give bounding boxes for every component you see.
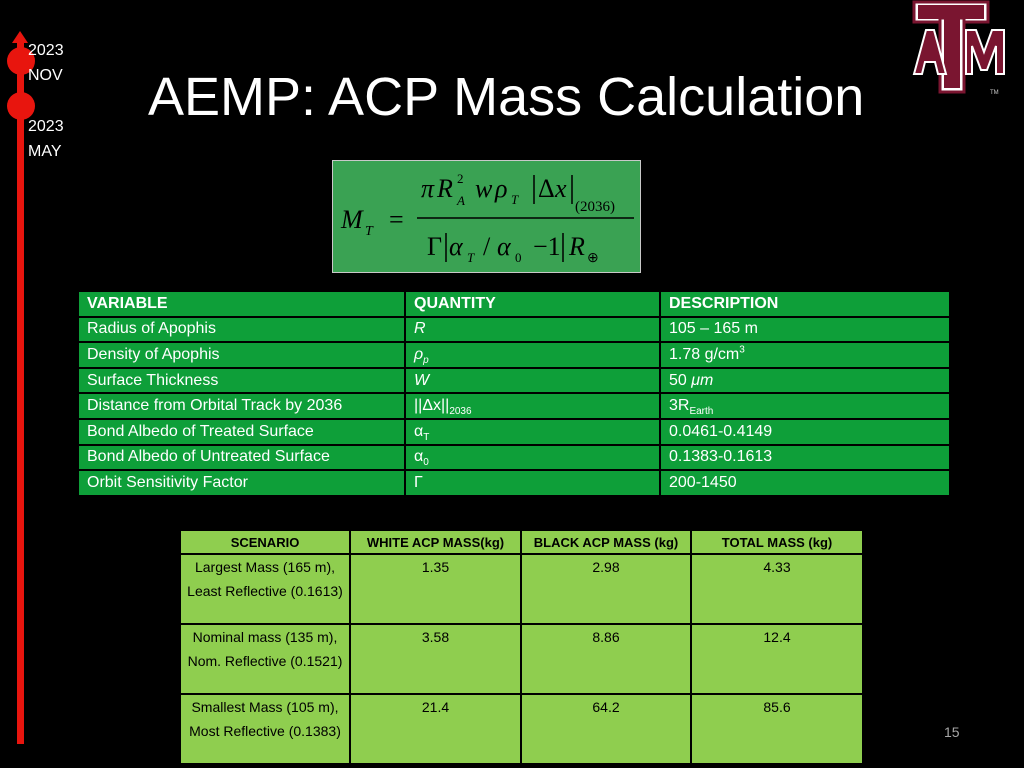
variable-cell: Bond Albedo of Treated Surface (78, 419, 405, 445)
timeline-bar (17, 40, 24, 744)
scenario-cell: Nominal mass (135 m), Nom. Reflective (0.1521) (180, 624, 350, 694)
variable-cell: Distance from Orbital Track by 2036 (78, 393, 405, 419)
svg-text:T: T (467, 250, 475, 265)
black-mass-cell: 2.98 (521, 554, 691, 624)
svg-text:R: R (569, 232, 585, 261)
column-header: VARIABLE (78, 291, 405, 317)
description-cell: 0.0461-0.4149 (660, 419, 950, 445)
table-row (78, 445, 950, 471)
description-text: 1.78 g/cm (669, 345, 740, 363)
svg-text:ρ: ρ (495, 174, 508, 203)
svg-text:Δ: Δ (538, 174, 555, 203)
column-header: DESCRIPTION (660, 291, 950, 317)
table-row (78, 393, 950, 419)
column-header: WHITE ACP MASS(kg) (350, 530, 521, 554)
description-subscript: Earth (689, 406, 714, 418)
quantity-cell (405, 342, 660, 368)
quantity-subscript: p (423, 355, 429, 367)
scenario-cell: Largest Mass (165 m), Least Reflective (0.1613) (180, 554, 350, 624)
column-header: TOTAL MASS (kg) (691, 530, 863, 554)
total-mass-cell: 85.6 (691, 694, 863, 764)
quantity-cell (405, 445, 660, 471)
quantity-subscript: 0 (423, 457, 429, 469)
table-row (78, 342, 950, 368)
description-unit: μm (691, 371, 714, 389)
description-cell: 200-1450 (660, 470, 950, 496)
white-mass-cell: 3.58 (350, 624, 521, 694)
svg-text:Γ: Γ (427, 232, 443, 261)
quantity-subscript: T (423, 431, 430, 443)
variable-cell: Density of Apophis (78, 342, 405, 368)
svg-text:π: π (421, 174, 435, 203)
timeline-label-2 (28, 114, 64, 164)
column-header: BLACK ACP MASS (kg) (521, 530, 691, 554)
variable-cell: Surface Thickness (78, 368, 405, 394)
quantity-cell: R (405, 317, 660, 343)
variables-table (77, 290, 951, 497)
timeline-year: 2023 (28, 118, 64, 135)
trademark-text: TM (990, 90, 999, 96)
svg-text:−1: −1 (533, 232, 561, 261)
quantity-symbol: ρ (414, 345, 424, 363)
column-header: SCENARIO (180, 530, 350, 554)
description-cell: 105 – 165 m (660, 317, 950, 343)
svg-text:w: w (475, 174, 493, 203)
timeline-label-1 (28, 38, 64, 88)
svg-text:α: α (497, 232, 511, 261)
timeline-month: MAY (28, 143, 62, 160)
quantity-symbol: ||Δx|| (414, 397, 450, 415)
scenario-table (179, 529, 864, 765)
quantity-cell (405, 419, 660, 445)
scenario-cell: Smallest Mass (105 m), Most Reflective (0.1383) (180, 694, 350, 764)
timeline-year: 2023 (28, 42, 64, 59)
description-cell: 0.1383-0.1613 (660, 445, 950, 471)
table-row (78, 419, 950, 445)
svg-text:R: R (437, 174, 453, 203)
svg-text:x: x (555, 174, 567, 203)
table-row (78, 317, 950, 343)
quantity-subscript: 2036 (449, 406, 472, 418)
description-cell (660, 342, 950, 368)
variable-cell: Bond Albedo of Untreated Surface (78, 445, 405, 471)
quantity-cell (405, 393, 660, 419)
total-mass-cell: 4.33 (691, 554, 863, 624)
svg-text:M: M (341, 205, 363, 234)
table-header-row (180, 530, 863, 554)
quantity-cell: W (405, 368, 660, 394)
svg-text:(2036): (2036) (575, 199, 615, 215)
white-mass-cell: 21.4 (350, 694, 521, 764)
slide-title: AEMP: ACP Mass Calculation (148, 67, 865, 127)
description-text: 50 (669, 371, 692, 389)
description-superscript: 3 (739, 344, 745, 356)
timeline-month: NOV (28, 67, 63, 84)
quantity-symbol: α (414, 448, 424, 466)
description-text: 3R (669, 397, 690, 415)
svg-text:⊕: ⊕ (587, 251, 599, 266)
mass-formula (332, 160, 641, 273)
table-row (180, 624, 863, 694)
svg-text:0: 0 (515, 250, 522, 265)
svg-text:T: T (365, 224, 373, 239)
description-cell (660, 368, 950, 394)
table-header-row (78, 291, 950, 317)
table-row (78, 470, 950, 496)
black-mass-cell: 64.2 (521, 694, 691, 764)
svg-text:2: 2 (457, 171, 464, 186)
page-number: 15 (944, 724, 960, 740)
svg-text:/: / (483, 232, 491, 261)
white-mass-cell: 1.35 (350, 554, 521, 624)
variable-cell: Radius of Apophis (78, 317, 405, 343)
quantity-cell: Γ (405, 470, 660, 496)
svg-text:=: = (389, 205, 404, 234)
quantity-symbol: α (414, 422, 424, 440)
svg-text:α: α (449, 232, 463, 261)
description-cell (660, 393, 950, 419)
svg-text:A: A (457, 193, 465, 208)
variable-cell: Orbit Sensitivity Factor (78, 470, 405, 496)
svg-text:T: T (511, 192, 519, 207)
total-mass-cell: 12.4 (691, 624, 863, 694)
column-header: QUANTITY (405, 291, 660, 317)
table-row (180, 694, 863, 764)
timeline-arrow-icon (12, 31, 28, 43)
atm-logo (910, 0, 1014, 96)
table-row (78, 368, 950, 394)
black-mass-cell: 8.86 (521, 624, 691, 694)
table-row (180, 554, 863, 624)
